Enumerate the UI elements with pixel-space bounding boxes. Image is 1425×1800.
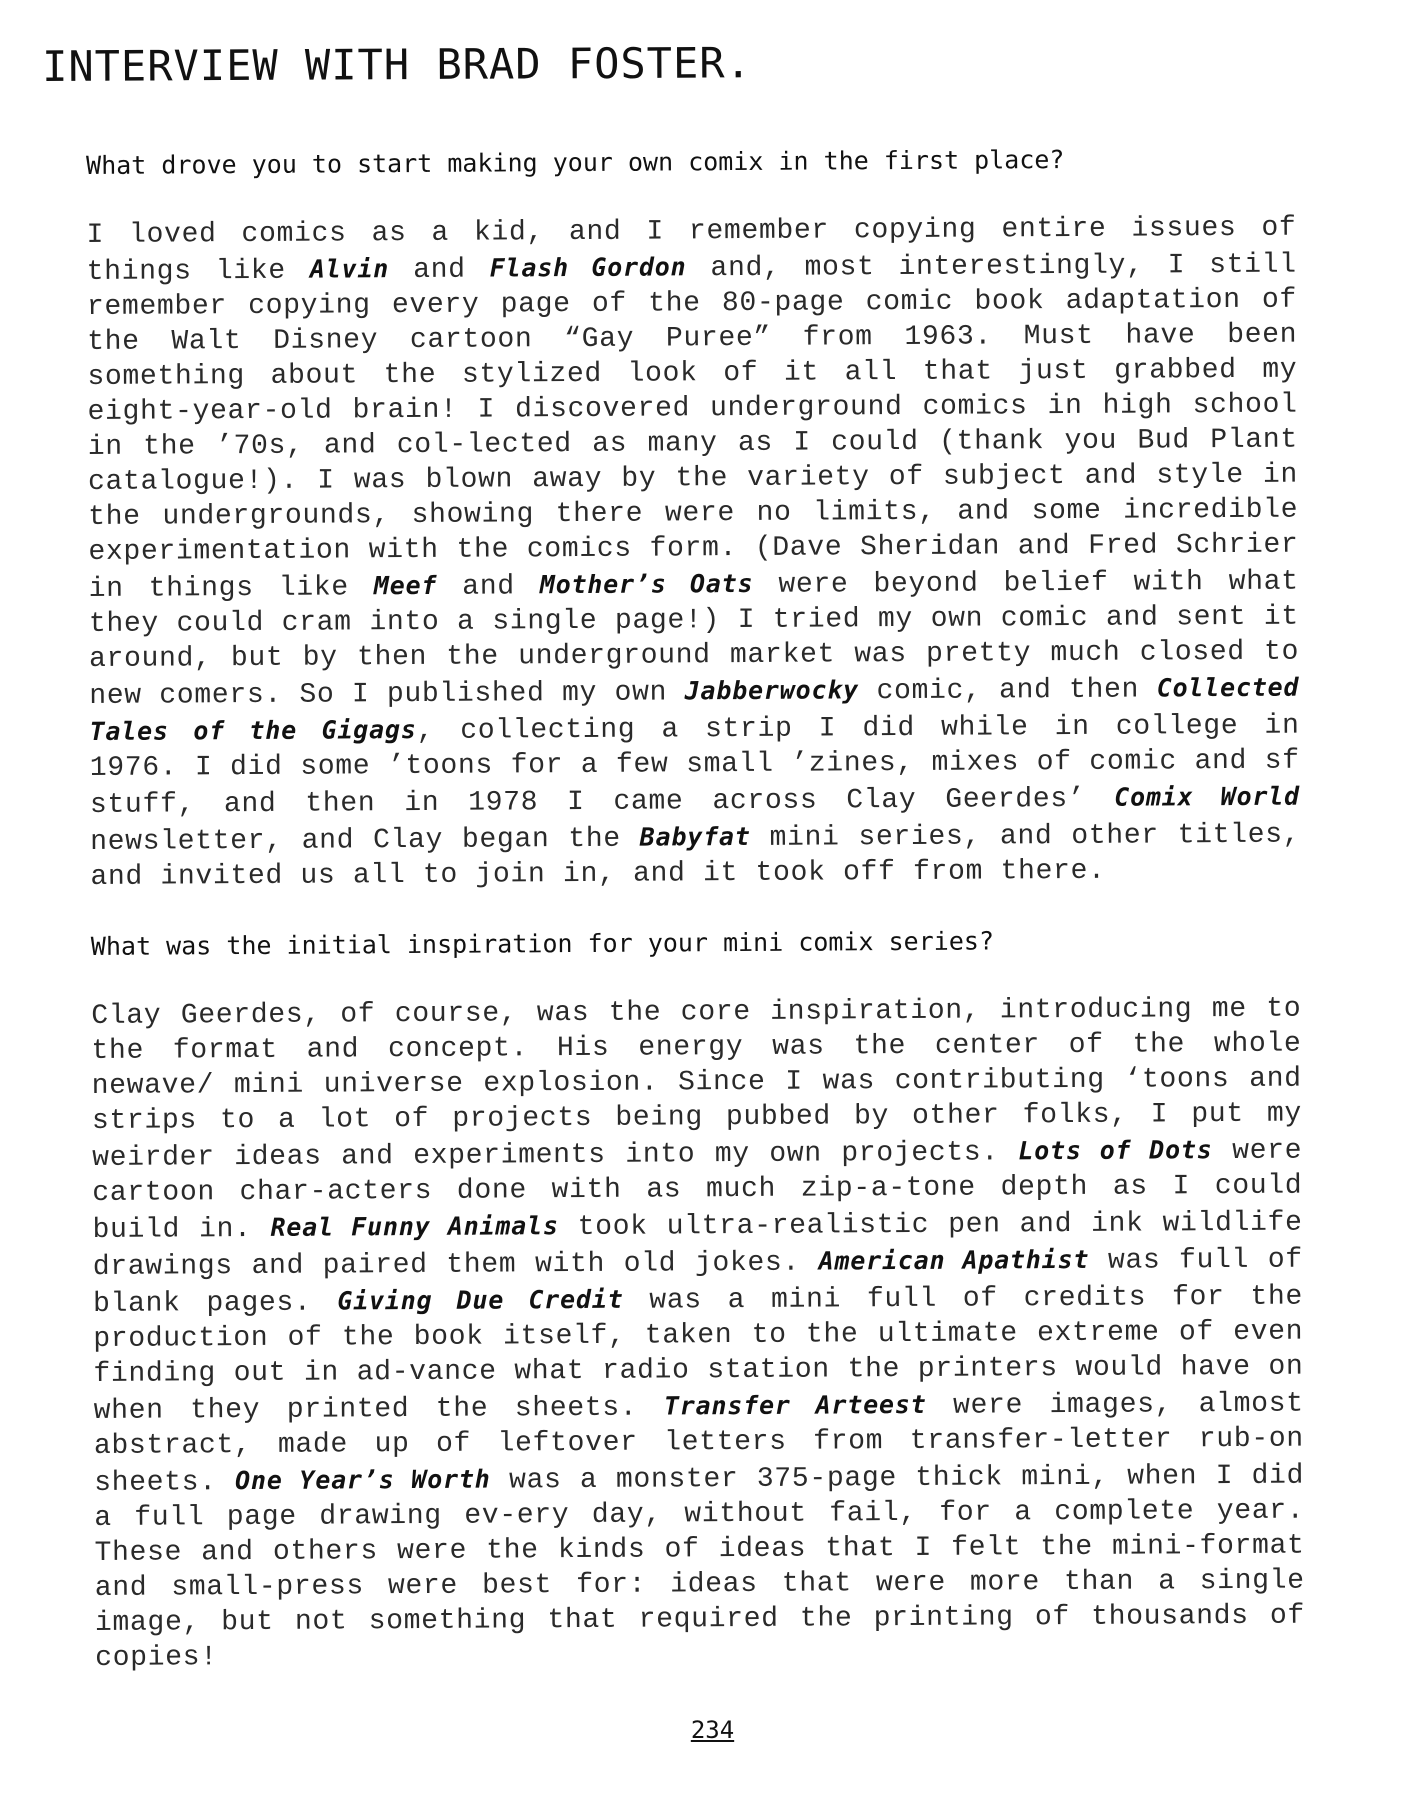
answer-1-text: newsletter, and Clay began the — [90, 823, 640, 858]
question-2: What was the initial inspiration for your mini comix series? — [90, 926, 995, 961]
answer-1 — [86, 211, 1300, 895]
comic-title-flash-gordon: Flash Gordon — [489, 252, 687, 283]
answer-2-text: was a monster 375-page thick mini, when I did a full page drawing ev-ery day, without fail, for a complete year. These and others were the kinds of ideas that I felt the mini-format and small-press were best for: ideas that were more than a single image, but not something that required the printing of thousands of copies! — [94, 1460, 1306, 1674]
comic-title-meef: Meef — [373, 570, 438, 601]
answer-1-text: and — [437, 571, 540, 603]
comic-title-real-funny-animals: Real Funny Animals — [270, 1211, 559, 1242]
answer-1-text: comic, and then — [858, 674, 1157, 708]
comic-title-jabberwocky: Jabberwocky — [684, 675, 860, 706]
answer-2-text: Clay Geerdes, of course, was the core inspiration, introducing me to the format and concept. His energy was the center of the whole newave/ mini universe explosion. Since I was contributing ‘toons and strips to a lot of projects being pubbed by other folks, I put my weirder ideas and experiments into my own projects. — [91, 993, 1303, 1174]
answer-2-text: took ultra-realistic pen and ink wildlife drawings and paired them with old jokes. — [92, 1207, 1303, 1283]
comic-title-mothers-oats: Mother’s Oats — [539, 568, 754, 600]
comic-title-lots-of-dots: Lots of Dots — [1018, 1135, 1213, 1166]
page-number: 234 — [690, 1716, 735, 1744]
answer-1-text: I loved comics as a kid, and I remember copying entire issues of things like — [86, 212, 1297, 288]
answer-1-text: mini series, and other titles, and invited us all to join in, and it took off from there. — [90, 819, 1301, 893]
comic-title-comix-world: Comix World — [1114, 781, 1301, 812]
comic-title-babyfat: Babyfat — [639, 821, 751, 852]
interview-body — [86, 141, 1305, 1676]
answer-2-text: was full of blank pages. — [92, 1244, 1303, 1320]
answer-2 — [91, 992, 1305, 1676]
question-1: What drove you to start making your own comix in the first place? — [86, 145, 1065, 180]
answer-2-text: were images, almost abstract, made up of leftover letters from transfer-letter rub-on sheets. — [93, 1388, 1305, 1499]
answer-1-text: were beyond belief with what they could cram into a single page!) I tried my own comic and sent it around, but by then the underground market was pretty much closed to new comers. So I published my own — [88, 566, 1300, 712]
page-title: INTERVIEW WITH BRAD FOSTER. — [42, 38, 752, 91]
comic-title-alvin: Alvin — [309, 254, 390, 284]
answer-2-text: were cartoon char-acters done with as much zip-a-tone depth as I could build in. — [92, 1135, 1303, 1246]
comic-title-one-years-worth: One Year’s Worth — [235, 1464, 491, 1496]
answer-1-text: and — [389, 254, 490, 287]
comic-title-collected-tales: Collected Tales of the Gigags — [89, 672, 1300, 746]
comic-title-giving-due-credit: Giving Due Credit — [337, 1284, 624, 1316]
answer-2-text: was a mini full of credits for the production of the book itself, taken to the ultimate extreme of even finding out in ad-vance what radio station the printers would have on when they printed the sheets. — [93, 1281, 1304, 1427]
answer-1-text: and, most interestingly, I still remember copying every page of the 80-page comic book adaptation of the Walt Disney cartoon “Gay Puree” from 1963. Must have been something about the stylized look of it all that just grabbed my eight-year-old brain! I discovered underground comics in high school in the ’70s, and col-lected as many as I could (thank you Bud Plant catalogue!). I was blown away by the variety of subject and style in the undergrounds, showing there were no limits, and some incredible experimentation with the comics form. (Dave Sheridan and Fred Schrier in things like — [86, 249, 1299, 605]
comic-title-american-apathist: American Apathist — [818, 1244, 1090, 1276]
answer-1-text: , collecting a strip I did while in college in 1976. I did some ’toons for a few small ’zines, mixes of comic and sf stuff, and then in 1978 I came across Clay Geerdes’ — [89, 710, 1300, 821]
comic-title-transfer-arteest: Transfer Arteest — [663, 1389, 927, 1421]
